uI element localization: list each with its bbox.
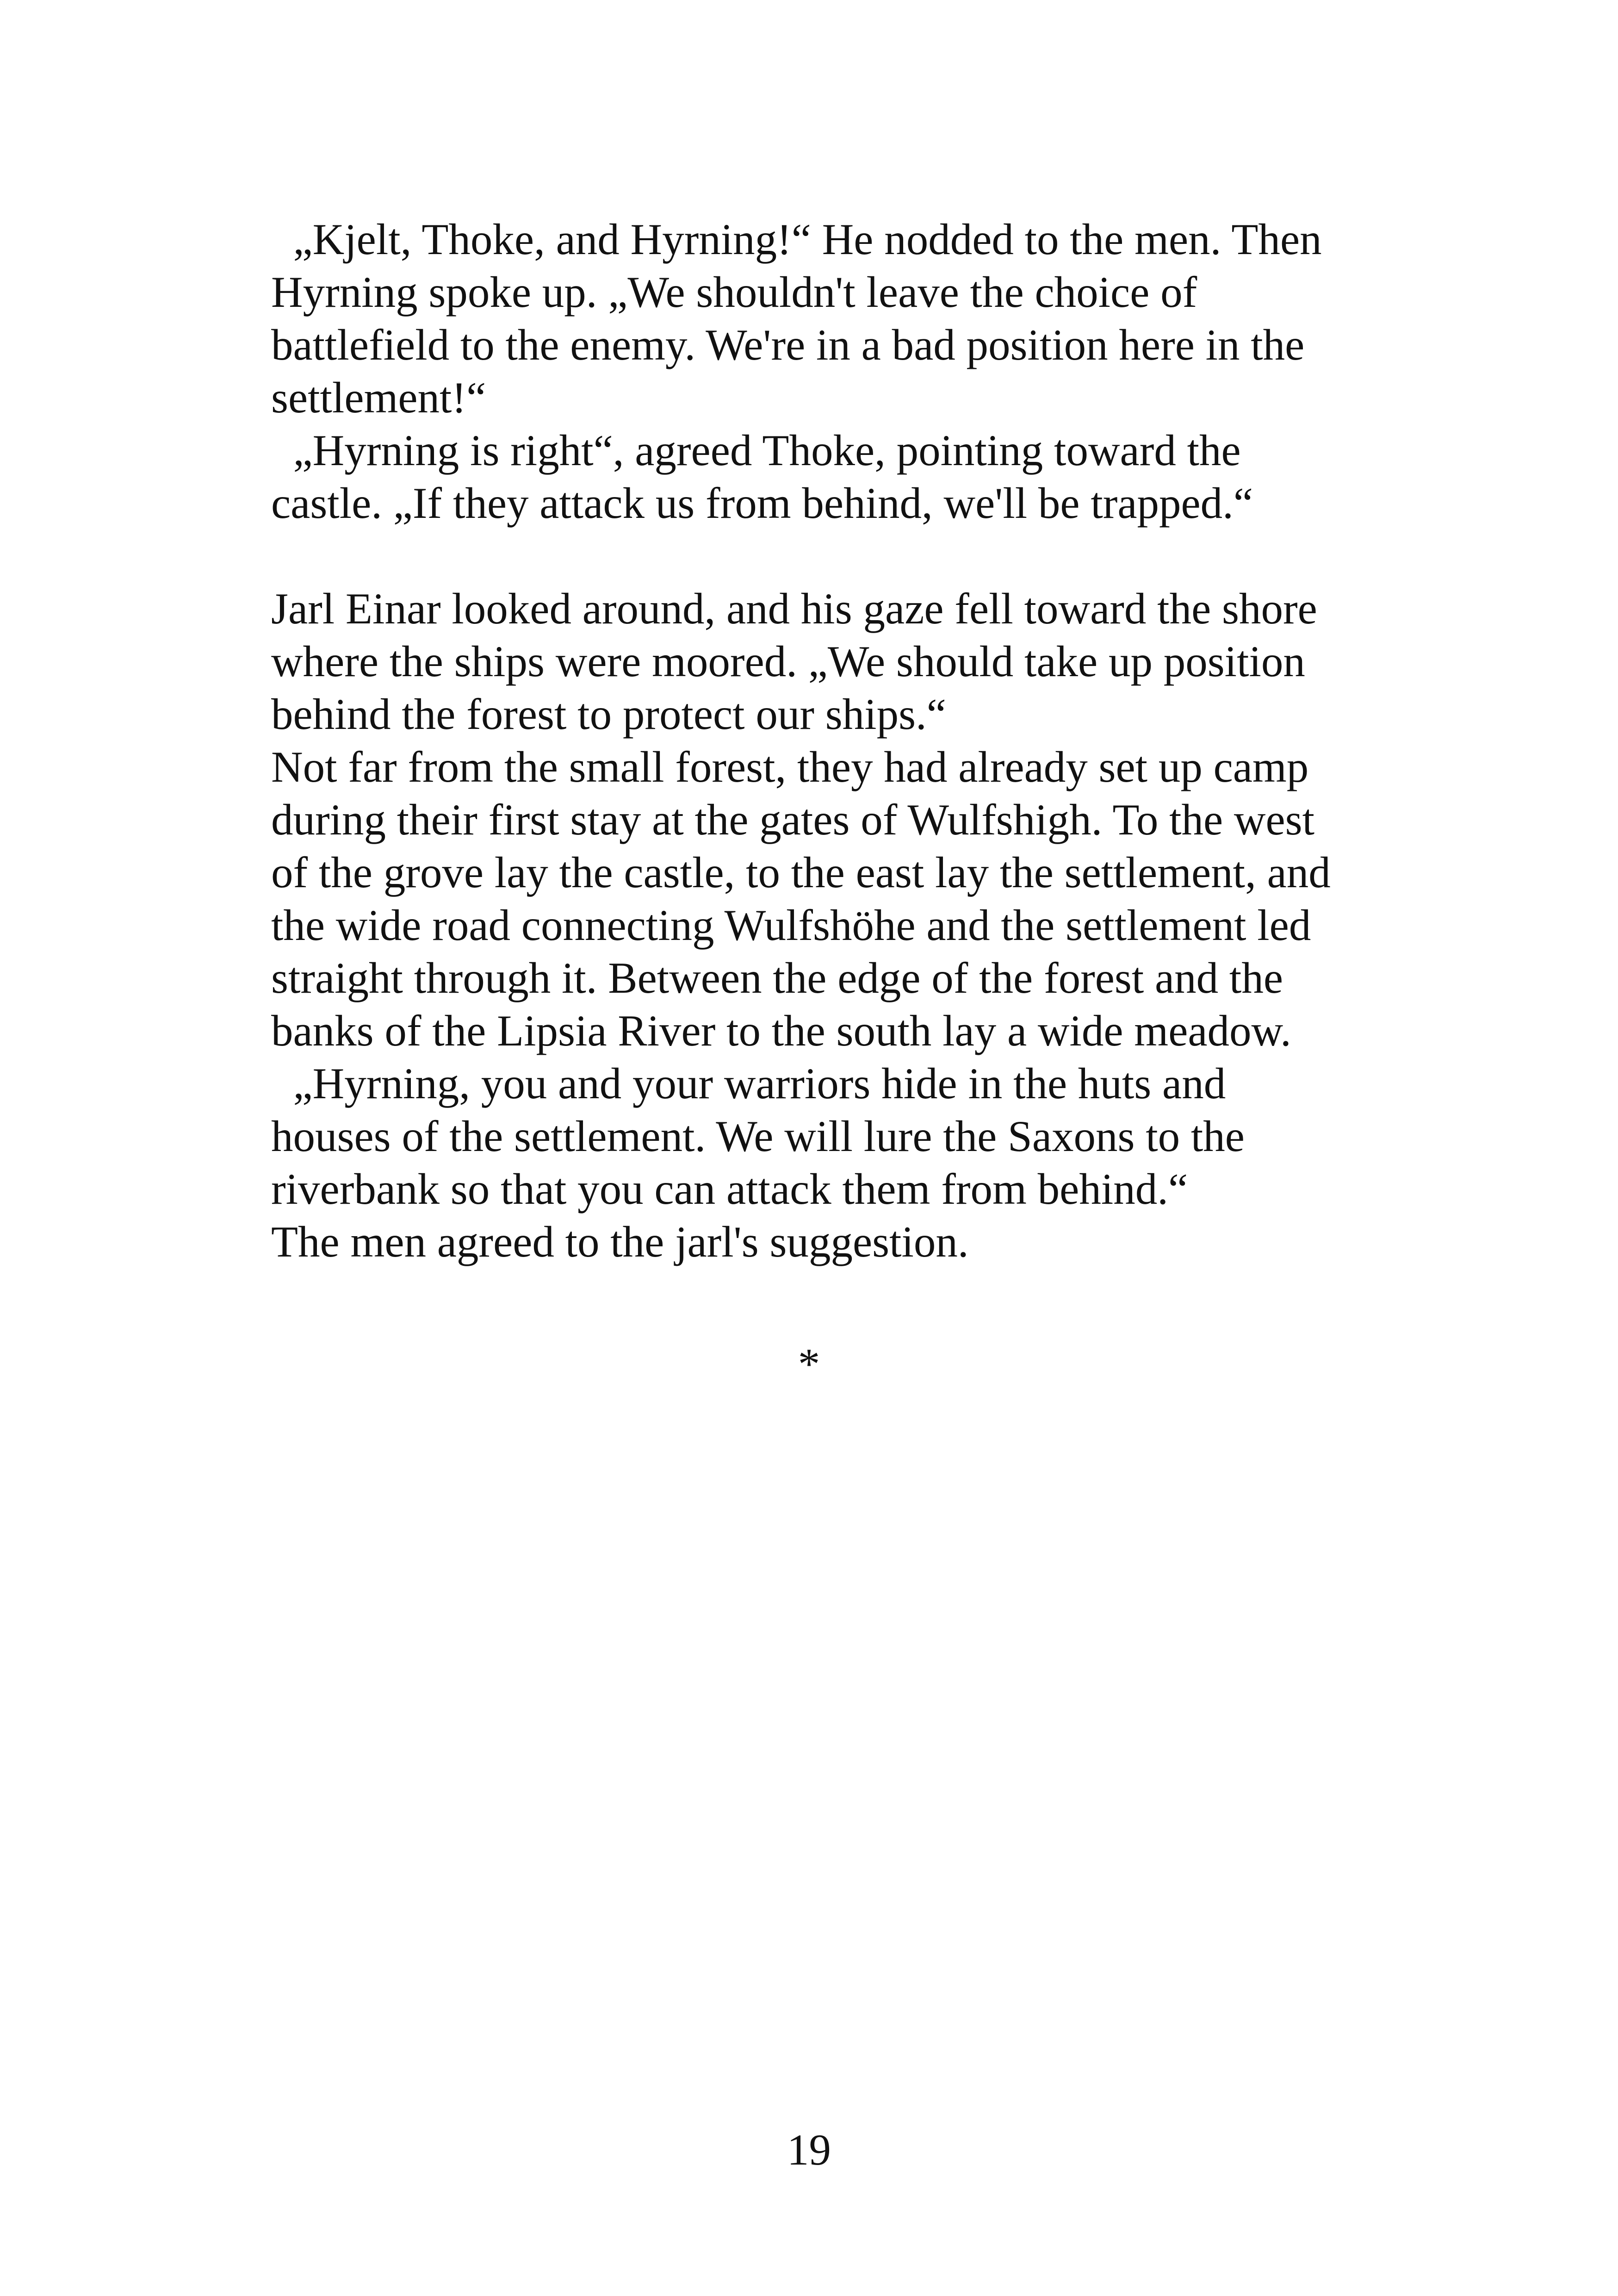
text-line: Jarl Einar looked around, and his gaze fell toward the shore xyxy=(271,584,1317,633)
text-line: houses of the settlement. We will lure the Saxons to the xyxy=(271,1112,1245,1161)
text-line: Not far from the small forest, they had already set up camp xyxy=(271,742,1309,791)
text-line: where the ships were moored. „We should take up position xyxy=(271,637,1305,686)
text-line: battlefield to the enemy. We're in a bad position here in the xyxy=(271,320,1305,369)
text-line: banks of the Lipsia River to the south lay a wide meadow. xyxy=(271,1006,1291,1055)
text-line: castle. „If they attack us from behind, we'll be trapped.“ xyxy=(271,479,1253,528)
text-line: of the grove lay the castle, to the east lay the settlement, and xyxy=(271,848,1331,897)
blank-line xyxy=(271,529,1409,582)
text-line: during their first stay at the gates of Wulfshigh. To the west xyxy=(271,795,1315,844)
text-line: Hyrning spoke up. „We shouldn't leave the choice of xyxy=(271,268,1197,317)
body-text xyxy=(271,213,1409,1268)
text-line: The men agreed to the jarl's suggestion. xyxy=(271,1217,969,1266)
text-line: „Hyrning, you and your warriors hide in the huts and xyxy=(271,1059,1226,1108)
page-number: 19 xyxy=(787,2125,831,2174)
text-line: behind the forest to protect our ships.“ xyxy=(271,690,946,739)
text-line: riverbank so that you can attack them from behind.“ xyxy=(271,1164,1188,1213)
text-line: „Hyrning is right“, agreed Thoke, pointing toward the xyxy=(271,426,1241,475)
text-line: „Kjelt, Thoke, and Hyrning!“ He nodded to the men. Then xyxy=(271,215,1322,264)
text-line: straight through it. Between the edge of the forest and the xyxy=(271,953,1283,1002)
scene-separator: * xyxy=(798,1339,820,1388)
text-line: settlement!“ xyxy=(271,373,486,422)
text-line: the wide road connecting Wulfshöhe and the settlement led xyxy=(271,901,1311,950)
